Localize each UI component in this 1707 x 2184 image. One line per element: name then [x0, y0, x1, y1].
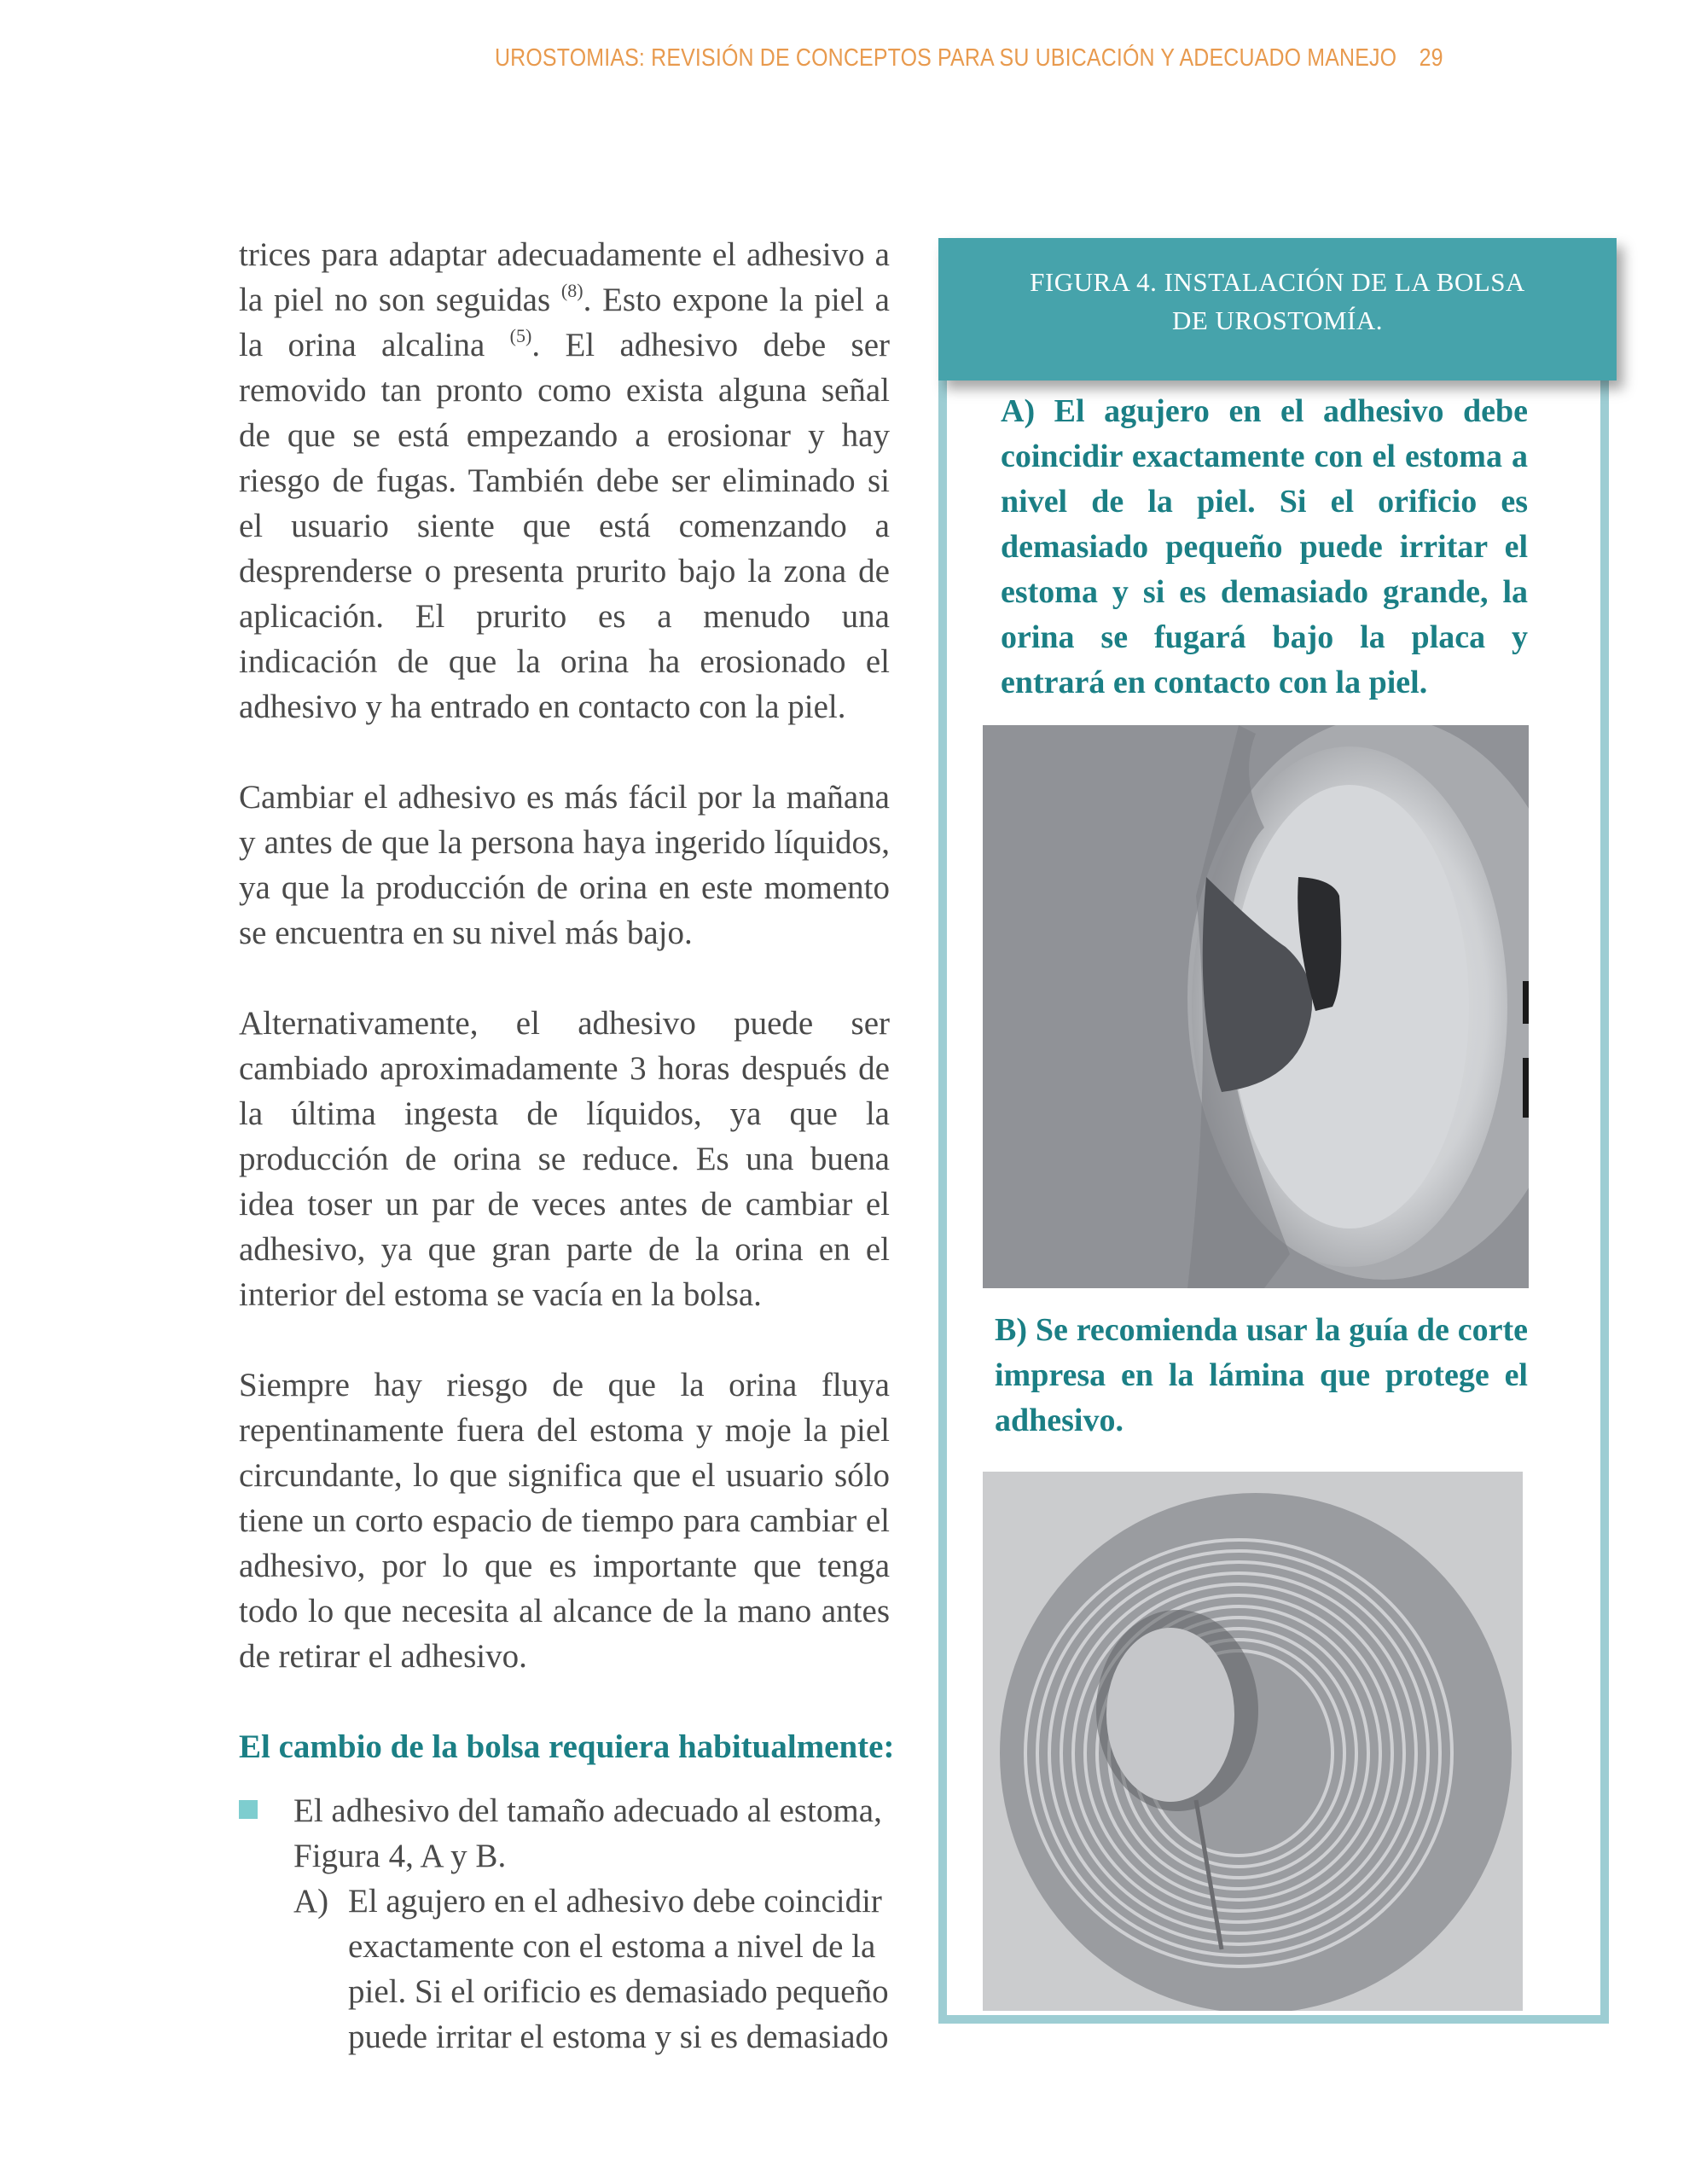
- page-number: 29: [1419, 44, 1443, 72]
- photo-adhesive-cut-guide: [983, 1472, 1523, 2011]
- bullet-text: El adhesivo del tamaño adecuado al estoma, Figura 4, A y B.: [293, 1792, 882, 1874]
- paragraph-morning-change: Cambiar el adhesivo es más fácil por la mañana y antes de que la persona haya ingerido líquidos, ya que la producción de orina en este momento se encuentra en su nivel más bajo.: [239, 779, 890, 951]
- running-head-title: UROSTOMIAS: REVISIÓN DE CONCEPTOS PARA SU UBICACIÓN Y ADECUADO MANEJO: [495, 44, 1397, 72]
- photo-stoma-with-adhesive: [983, 725, 1529, 1288]
- cut-guide-photo-icon: [983, 1472, 1523, 2011]
- text-run: trices para adaptar adecuadamente el adhesivo a la piel no son seguidas: [239, 236, 890, 318]
- square-bullet-icon: [239, 1800, 258, 1819]
- paragraph-leak-risk: Siempre hay riesgo de que la orina fluya repentinamente fuera del estoma y moje la piel circundante, lo que significa que el usuario sólo tiene un corto espacio de tiempo para cambiar el adhesivo, por lo que es importante que tenga todo lo que necesita al alcance de la mano antes de retirar el adhesivo.: [239, 1367, 890, 1675]
- figure-caption-b: B) Se recomienda usar la guía de corte impresa en la lámina que protege el adhesivo.: [995, 1312, 1528, 1438]
- sub-item-text: El agujero en el adhesivo debe coincidir exactamente con el estoma a nivel de la piel. Si el orificio es demasiado pequeño puede irritar el estoma y si es demasiado: [348, 1883, 889, 2055]
- figure-title: FIGURA 4. INSTALACIÓN DE LA BOLSA DE UROSTOMÍA.: [1030, 266, 1525, 335]
- bullet-list-item: [239, 1788, 890, 2059]
- paragraph-adhesive-removal: [239, 232, 890, 729]
- figure-4-box: [938, 238, 1609, 2025]
- sub-list-item: [293, 1879, 890, 2059]
- body-column: [239, 232, 895, 2059]
- section-heading: El cambio de la bolsa requiera habitualmente:: [239, 1728, 895, 1765]
- running-head: [495, 44, 1449, 73]
- figure-header: [938, 238, 1617, 380]
- citation-5: (5): [509, 325, 532, 346]
- text-run: . Esto expone la piel a la orina alcalina: [239, 282, 890, 363]
- stoma-photo-icon: [983, 725, 1529, 1288]
- citation-8: (8): [560, 280, 584, 301]
- figure-caption-a: A) El agujero en el adhesivo debe coincidir exactamente con el estoma a nivel de la piel. Si el orificio es demasiado pequeño puede irritar el estoma y si es demasiado grande, la orina se fugará bajo la placa y entrará en contacto con la piel.: [1001, 393, 1528, 700]
- text-run: . El adhesivo debe ser removido tan pronto como exista alguna señal de que se está empezando a erosionar y hay riesgo de fugas. También debe ser eliminado si el usuario siente que está comenzando a desprenderse o presenta prurito bajo la zona de aplicación. El prurito es a menudo una indicación de que la orina ha erosionado el adhesivo y ha entrado en contacto con la piel.: [239, 327, 890, 725]
- sub-item-letter: A): [293, 1883, 329, 1920]
- paragraph-alternative-timing: Alternativamente, el adhesivo puede ser cambiado aproximadamente 3 horas después de la última ingesta de líquidos, ya que la producción de orina se reduce. Es una buena idea toser un par de veces antes de cambiar el adhesivo, ya que gran parte de la orina en el interior del estoma se vacía en la bolsa.: [239, 1005, 890, 1313]
